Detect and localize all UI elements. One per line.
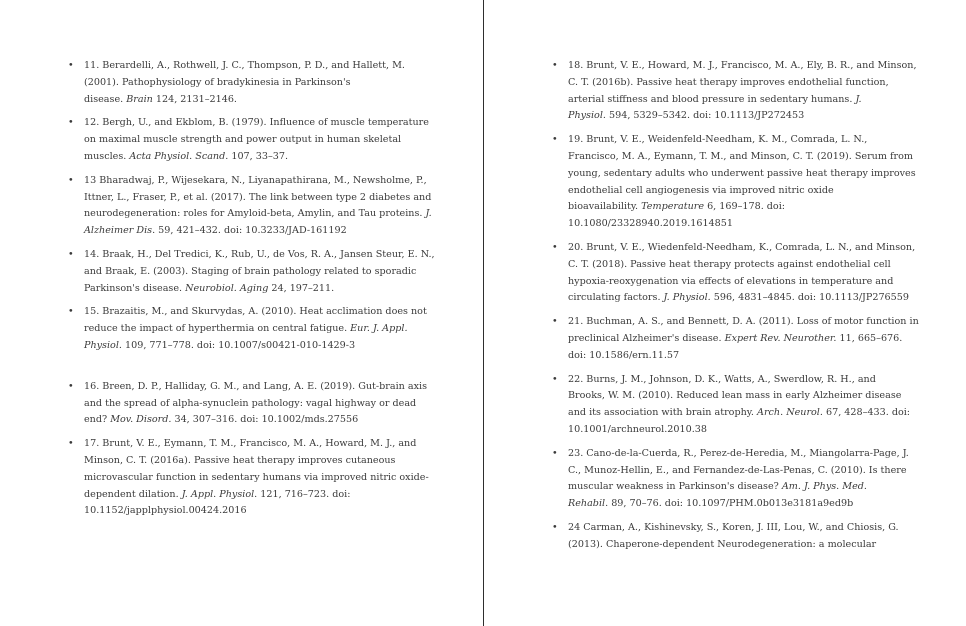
reference-text: 59, 421–432. doi: 10.3233/JAD-161192 (155, 225, 347, 237)
reference-text: young, sedentary adults who underwent passive heat therapy improves (568, 167, 916, 179)
reference-line (568, 405, 924, 422)
reference-line (568, 388, 924, 405)
reference-text: 107, 33–37. (228, 150, 289, 162)
reference-text: end? (84, 414, 111, 426)
reference-text: Francisco, M. A., Eymann, T. M., and Minson, C. T. (2019). Serum from (568, 150, 914, 162)
reference-text: neurodegeneration: roles for Amyloid-beta, Amylin, and Tau proteins. (84, 208, 426, 220)
reference-text: Brooks, W. M. (2010). Reduced lean mass in early Alzheimer disease (568, 390, 902, 402)
reference-line (568, 183, 924, 200)
reference-line (568, 149, 924, 166)
reference-text: and Braak, E. (2003). Staging of brain pathology related to sporadic (84, 265, 417, 277)
bullet-icon: • (68, 438, 74, 450)
right-reference-column (552, 58, 924, 561)
reference-text: muscles. (84, 150, 130, 162)
reference-text: 89, 70–76. doi: 10.1097/PHM.0b013e3181a9ed9b (608, 498, 854, 510)
reference-item (552, 240, 924, 307)
reference-line (84, 281, 430, 298)
reference-text: 11, 665–676. (836, 332, 903, 344)
reference-line (84, 453, 430, 470)
bullet-icon: • (68, 174, 74, 186)
reference-line (84, 503, 430, 520)
reference-journal: Physiol. (84, 339, 122, 351)
reference-line (568, 92, 924, 109)
reference-line (84, 412, 430, 429)
reference-line (568, 257, 924, 274)
reference-line (568, 75, 924, 92)
reference-item (552, 314, 924, 364)
bullet-icon: • (68, 380, 74, 392)
reference-text: hypoxia-reoxygenation via effects of elevations in temperature and (568, 275, 894, 287)
reference-journal: J. (425, 208, 432, 220)
reference-journal: Physiol. (568, 110, 606, 122)
reference-text: 67, 428–433. doi: (822, 407, 911, 419)
reference-item (68, 379, 430, 429)
reference-line (568, 520, 924, 537)
reference-line (568, 496, 924, 513)
reference-text: 16. Breen, D. P., Halliday, G. M., and Lang, A. E. (2019). Gut-brain axis (84, 380, 428, 392)
reference-line (568, 348, 924, 365)
reference-text: (2001). Pathophysiology of bradykinesia in Parkinson's (84, 76, 351, 88)
bullet-icon: • (552, 316, 558, 328)
bullet-icon: • (552, 134, 558, 146)
reference-line (84, 115, 430, 132)
reference-line (84, 396, 430, 413)
reference-text: on maximal muscle strength and power output in human skeletal (84, 134, 402, 146)
reference-text: endothelial cell angiogenesis via improved nitric oxide (568, 184, 834, 196)
page-divider (483, 0, 484, 626)
reference-text: reduce the impact of hyperthermia on central fatigue. (84, 323, 351, 335)
reference-text: 596, 4831–4845. doi: 10.1113/JP276559 (710, 292, 909, 304)
reference-line (84, 338, 430, 355)
reference-text: dependent dilation. (84, 488, 182, 500)
reference-line (568, 372, 924, 389)
reference-line (568, 446, 924, 463)
reference-text: 34, 307–316. doi: 10.1002/mds.27556 (171, 414, 359, 426)
reference-line (84, 264, 430, 281)
bullet-icon: • (552, 373, 558, 385)
reference-line (568, 314, 924, 331)
reference-text: C., Munoz-Hellin, E., and Fernandez-de-Las-Penas, C. (2010). Is there (568, 464, 907, 476)
bullet-icon: • (68, 117, 74, 129)
bullet-icon: • (552, 241, 558, 253)
reference-text: 594, 5329–5342. doi: 10.1113/JP272453 (605, 110, 805, 122)
reference-line (84, 206, 430, 223)
reference-line (568, 331, 924, 348)
reference-journal: Brain (126, 93, 153, 105)
reference-item (552, 58, 924, 125)
left-reference-column (68, 58, 435, 527)
reference-text: (2013). Chaperone-dependent Neurodegeneration: a molecular (568, 538, 877, 550)
reference-item (68, 115, 430, 165)
bullet-icon: • (552, 60, 558, 71)
reference-item (68, 173, 430, 240)
reference-item (68, 436, 430, 520)
reference-text: 23. Cano-de-la-Cuerda, R., Perez-de-Heredia, M., Miangolarra-Page, J. (568, 447, 909, 459)
reference-journal: Alzheimer Dis. (84, 225, 156, 237)
reference-line (568, 274, 924, 291)
reference-journal: Mov. Disord. (110, 414, 172, 426)
reference-line (84, 190, 430, 207)
reference-line (568, 463, 924, 480)
reference-journal: Acta Physiol. Scand. (129, 150, 229, 162)
reference-text: Minson, C. T. (2016a). Passive heat therapy improves cutaneous (84, 454, 396, 466)
reference-text: 10.1152/japplphysiol.00424.2016 (84, 505, 247, 517)
reference-line (568, 479, 924, 496)
reference-text: 15. Brazaitis, M., and Skurvydas, A. (2010). Heat acclimation does not (84, 306, 427, 318)
reference-journal: J. (855, 93, 862, 105)
reference-line (568, 58, 924, 75)
bullet-icon: • (552, 447, 558, 459)
reference-text: 24, 197–211. (268, 282, 335, 294)
reference-item (68, 247, 435, 297)
reference-line (568, 216, 924, 233)
reference-text: disease. (84, 93, 127, 105)
reference-journal: Arch. Neurol. (757, 407, 823, 419)
reference-journal: Am. J. Phys. Med. (781, 481, 867, 493)
reference-text: 124, 2131–2146. (152, 93, 237, 105)
reference-line (84, 379, 430, 396)
reference-text: Parkinson's disease. (84, 282, 186, 294)
reference-text: 12. Bergh, U., and Ekblom, B. (1979). Influence of muscle temperature (84, 117, 429, 129)
reference-line (568, 240, 924, 257)
reference-line (84, 58, 430, 75)
reference-item (552, 132, 924, 233)
reference-line (568, 132, 924, 149)
reference-text: bioavailability. (568, 201, 642, 213)
reference-text: C. T. (2018). Passive heat therapy protects against endothelial cell (568, 258, 891, 270)
reference-journal: J. Appl. Physiol. (181, 488, 258, 500)
reference-line (568, 290, 924, 307)
reference-text: 21. Buchman, A. S., and Bennett, D. A. (2011). Loss of motor function in (568, 316, 919, 328)
reference-text: 18. Brunt, V. E., Howard, M. J., Francisco, M. A., Ely, B. R., and Minson, (568, 60, 917, 71)
reference-item (552, 372, 924, 439)
reference-line (568, 537, 924, 554)
reference-journal: Temperature (641, 201, 705, 213)
reference-line (84, 75, 430, 92)
reference-line (84, 321, 430, 338)
reference-text: 10.1080/23328940.2019.1614851 (568, 218, 733, 230)
reference-line (84, 173, 430, 190)
reference-line (84, 436, 430, 453)
reference-line (568, 199, 924, 216)
reference-text: 19. Brunt, V. E., Weidenfeld-Needham, K. M., Comrada, L. N., (568, 134, 868, 146)
reference-text: 11. Berardelli, A., Rothwell, J. C., Thompson, P. D., and Hallett, M. (84, 60, 405, 71)
reference-line (84, 247, 435, 264)
reference-text: 10.1001/archneurol.2010.38 (568, 423, 707, 435)
reference-line (568, 108, 924, 125)
reference-text: 121, 716–723. doi: (257, 488, 351, 500)
bullet-icon: • (68, 248, 74, 260)
reference-line (568, 166, 924, 183)
reference-text: Ittner, L., Fraser, P., et al. (2017). The link between type 2 diabetes and (84, 191, 432, 203)
reference-text: C. T. (2016b). Passive heat therapy improves endothelial function, (568, 76, 889, 88)
reference-text: 6, 169–178. doi: (704, 201, 786, 213)
reference-journal: Eur. J. Appl. (350, 323, 408, 335)
bullet-icon: • (68, 60, 74, 71)
reference-journal: Rehabil. (568, 498, 609, 510)
reference-line (84, 470, 430, 487)
reference-text: 14. Braak, H., Del Tredici, K., Rub, U., de Vos, R. A., Jansen Steur, E. N., (84, 248, 435, 260)
reference-text: 22. Burns, J. M., Johnson, D. K., Watts, A., Swerdlow, R. H., and (568, 373, 876, 385)
reference-line (84, 487, 430, 504)
reference-text: doi: 10.1586/ern.11.57 (568, 349, 680, 361)
reference-item (552, 446, 924, 513)
reference-text: 13 Bharadwaj, P., Wijesekara, N., Liyanapathirana, M., Newsholme, P., (84, 174, 427, 186)
reference-journal: J. Physiol. (663, 292, 711, 304)
reference-text: arterial stiffness and blood pressure in sedentary humans. (568, 93, 856, 105)
reference-journal: Expert Rev. Neurother. (724, 332, 837, 344)
reference-text: 24 Carman, A., Kishinevsky, S., Koren, J. III, Lou, W., and Chiosis, G. (568, 521, 899, 533)
reference-text: 17. Brunt, V. E., Eymann, T. M., Francisco, M. A., Howard, M. J., and (84, 438, 417, 450)
reference-line (84, 223, 430, 240)
reference-line (84, 304, 430, 321)
reference-line (568, 422, 924, 439)
reference-text: muscular weakness in Parkinson's disease? (568, 481, 782, 493)
bullet-icon: • (68, 306, 74, 318)
bullet-icon: • (552, 521, 558, 533)
reference-text: 20. Brunt, V. E., Wiedenfeld-Needham, K., Comrada, L. N., and Minson, (568, 241, 916, 253)
reference-line (84, 92, 430, 109)
reference-journal: Neurobiol. Aging (185, 282, 269, 294)
reference-text: microvascular function in sedentary humans via improved nitric oxide- (84, 471, 429, 483)
reference-text: and its association with brain atrophy. (568, 407, 758, 419)
reference-text: 109, 771–778. doi: 10.1007/s00421-010-1429-3 (121, 339, 356, 351)
reference-item (68, 304, 430, 354)
reference-item (552, 520, 924, 554)
reference-text: and the spread of alpha-synuclein pathology: vagal highway or dead (84, 397, 417, 409)
reference-item (68, 58, 430, 108)
reference-text: circulating factors. (568, 292, 664, 304)
reference-line (84, 132, 430, 149)
reference-text: preclinical Alzheimer's disease. (568, 332, 725, 344)
reference-line (84, 149, 430, 166)
